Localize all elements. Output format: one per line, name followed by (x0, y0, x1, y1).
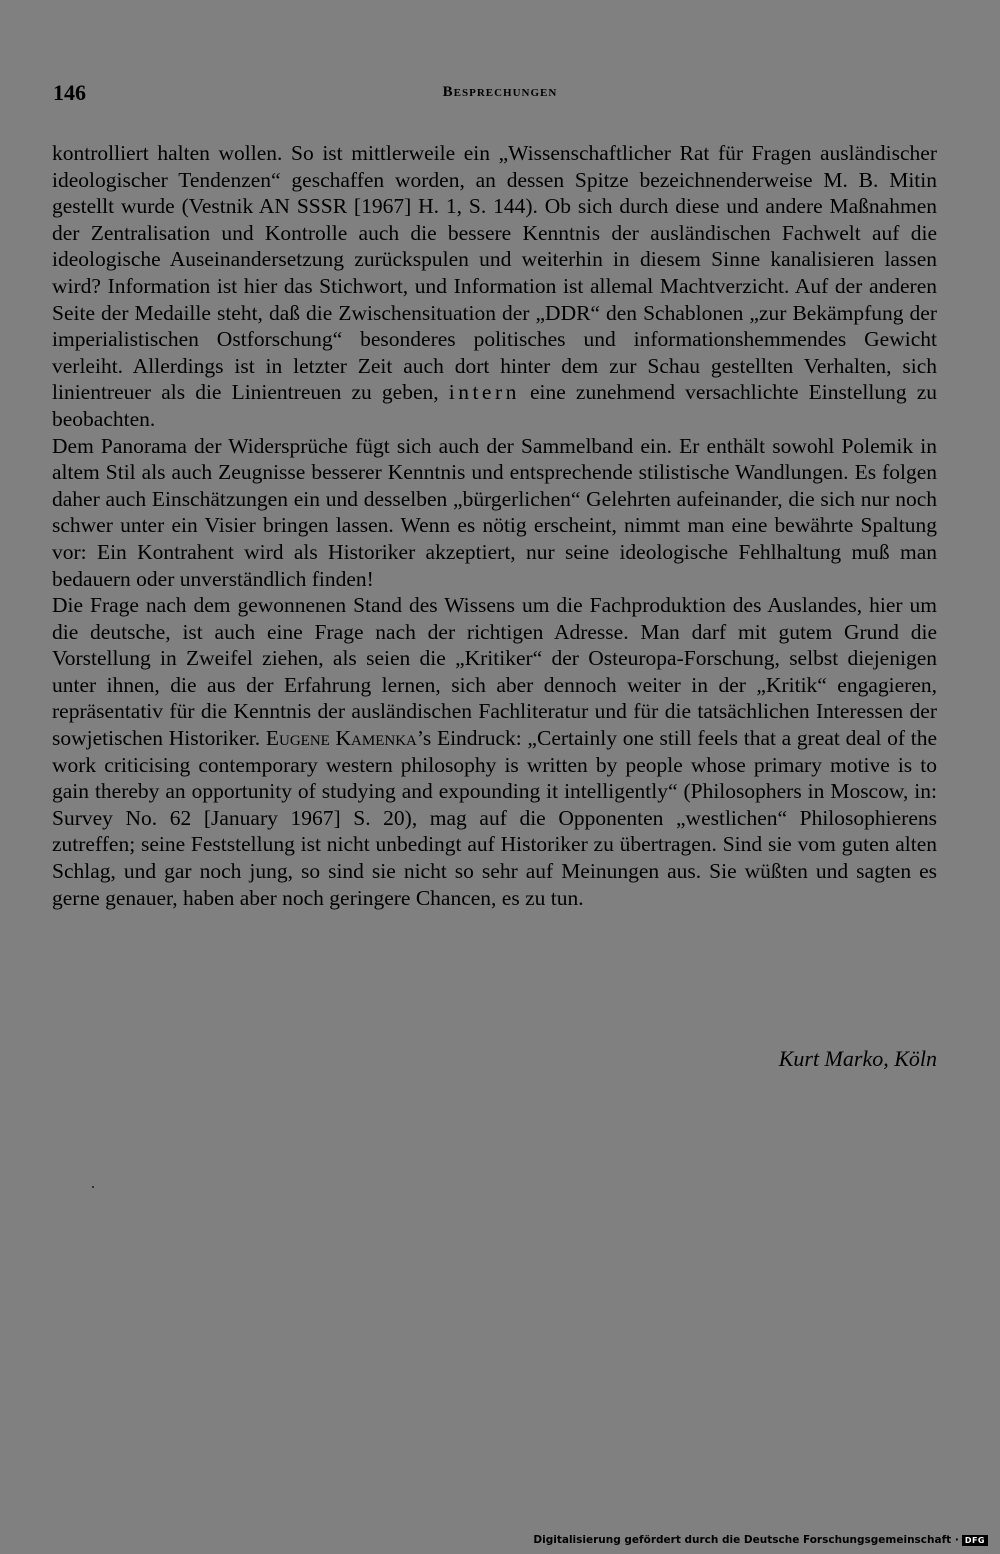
dfg-logo-icon: DFG (962, 1535, 988, 1546)
emphasized-word: intern (448, 380, 520, 405)
paragraph-3-text-a: Die Frage nach dem gewonnenen Stand des Wissens um die Fachproduktion des Auslandes, hier um die deutsche, ist auch eine Frage nach der richtigen Adresse. Man darf mit gutem Grund die Vorstellung in Zweifel ziehen, als seien die „Kritiker“ der Osteuropa-Forschung, selbst diejenigen unter ihnen, die aus der Erfahrung lernen, sich aber dennoch weiter in der „Kritik“ engagieren, repräsentativ für die Kenntnis der ausländischen Fachliteratur und für die tatsächlichen Interessen der sowjetischen Historiker. (52, 593, 937, 751)
scan-speck (92, 1186, 94, 1188)
paragraph-2: Dem Panorama der Widersprüche fügt sich auch der Sammelband ein. Er enthält sowohl Polemik in altem Stil als auch Zeugnisse besserer Kenntnis und entsprechende stilistische Wandlungen. Es folgen daher auch Einschätzungen ein und desselben „bürgerlichen“ Gelehrten aufeinander, die sich nur noch schwer unter ein Visier bringen lassen. Wenn es nötig erscheint, nimmt man eine bewährte Spaltung vor: Ein Kontrahent wird als Historiker akzeptiert, nur seine ideologische Fehlhaltung muß man bedauern oder unverständlich finden! (52, 433, 937, 591)
paragraph-1-text-b: eine zunehmend versachlichte Einstellung zu beobachten. (52, 380, 937, 431)
paragraph-1-text-a: kontrolliert halten wollen. So ist mittlerweile ein „Wissenschaftlicher Rat für Fragen ausländischer ideologischer Tendenzen“ geschaffen worden, an dessen Spitze bezeichnenderweise M. B. Mitin gestellt wurde (Vestnik AN SSSR [1967] H. 1, S. 144). Ob sich durch diese und andere Maßnahmen der Zentralisation und Kontrolle auch die bessere Kenntnis der ausländischen Fachwelt auf die ideologische Auseinandersetzung zurückspulen und weiterhin in diesem Sinne kanalisieren lassen wird? Information ist hier das Stichwort, und Information ist allemal Machtverzicht. Auf der anderen Seite der Medaille steht, daß die Zwischensituation der „DDR“ den Schablonen „zur Bekämpfung der imperialistischen Ostforschung“ besonderes politisches und informationshemmendes Gewicht verleiht. Allerdings ist in letzter Zeit auch dort hinter dem zur Schau gestellten Verhalten, sich linientreuer als die Linientreuen zu geben, (52, 141, 937, 405)
page-number: 146 (53, 80, 86, 105)
paragraph-3 (52, 592, 937, 911)
author-signature: Kurt Marko, Köln (778, 1046, 937, 1071)
running-title: Besprechungen (442, 84, 558, 100)
article-body (52, 140, 937, 911)
footer-text: Digitalisierung gefördert durch die Deutsche Forschungsgemeinschaft · (533, 1534, 959, 1546)
digitization-footer (533, 1534, 988, 1546)
paragraph-3-text-b: ’s Eindruck: „Certainly one still feels that a great deal of the work criticising contemporary western philosophy is written by people whose primary motive is to gain thereby an opportunity of studying and expounding it intelligently“ (Philosophers in Moscow, in: Survey No. 62 [January 1967] S. 20), mag auf die Opponenten „westlichen“ Philosophierens zutreffen; seine Feststellung ist nicht unbedingt auf Historiker zu übertragen. Sind sie vom guten alten Schlag, und gar noch jung, so sind sie nicht so sehr auf Meinungen aus. Sie wüßten und sagten es gerne genauer, haben aber noch geringere Chancen, es zu tun. (52, 726, 938, 910)
paragraph-1 (52, 140, 937, 433)
cited-author-name: Eugene Kamenka (265, 726, 417, 751)
